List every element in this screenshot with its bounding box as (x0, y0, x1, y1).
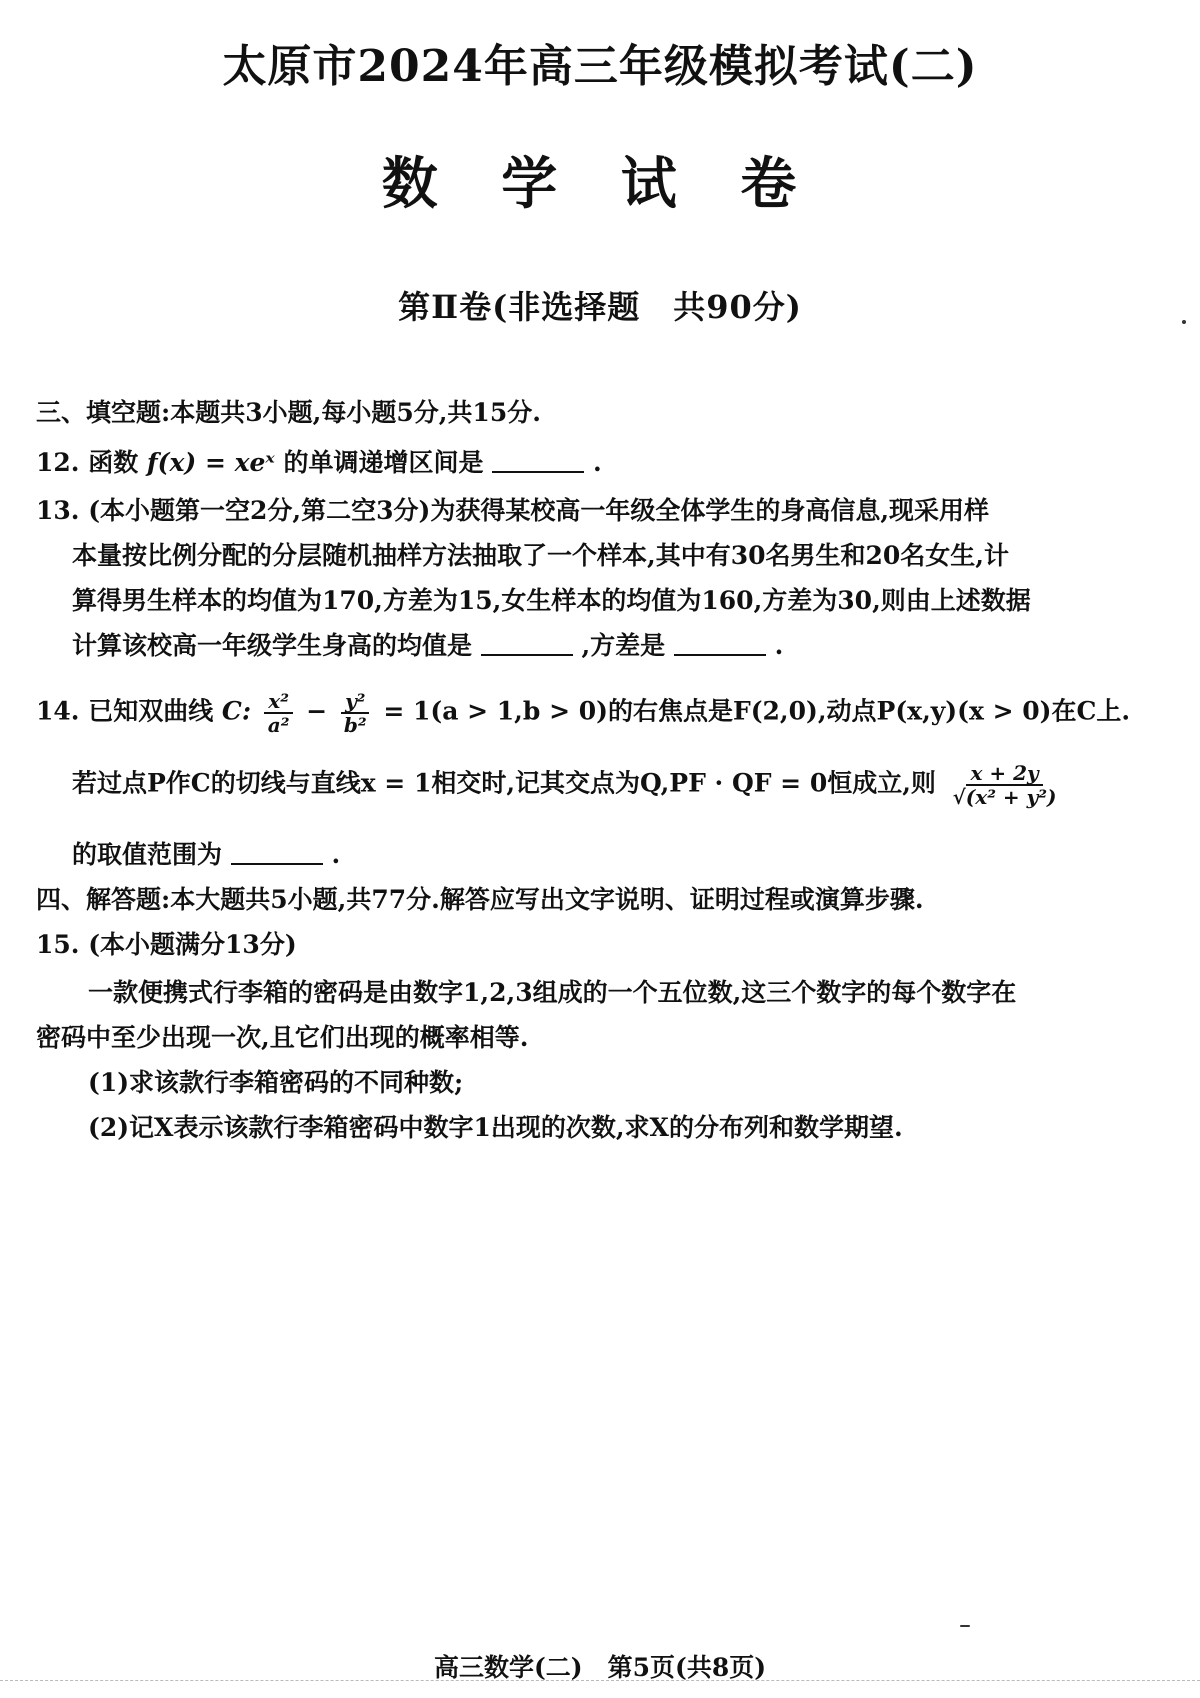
q14-line3-end: . (331, 840, 341, 869)
q14-frac2-num: y² (341, 690, 369, 714)
exam-title: 太原市2024年高三年级模拟考试(二) (222, 41, 978, 92)
q14-fraction-y (340, 690, 371, 736)
q15-head: 15. (本小题满分13分) (36, 930, 297, 959)
q14-frac1-den: a² (267, 713, 290, 737)
q15-sub2: (2)记X表示该款行李箱密码中数字1出现的次数,求X的分布列和数学期望. (88, 1113, 903, 1142)
subject-title: 数 学 试 卷 (381, 151, 819, 217)
q12-text-a: 12. 函数 (36, 448, 139, 477)
q12-text-b: 的单调递增区间是 (283, 448, 484, 477)
q15-body1: 一款便携式行李箱的密码是由数字1,2,3组成的一个五位数,这三个数字的每个数字在 (88, 978, 1017, 1007)
section4-heading: 四、解答题:本大题共5小题,共77分.解答应写出文字说明、证明过程或演算步骤. (36, 885, 924, 914)
q14-curve: C: (221, 696, 252, 726)
q12-end: . (592, 448, 602, 477)
q13-mean-blank (481, 632, 573, 656)
q13-variance-blank (674, 632, 766, 656)
q14-frac3-num: x + 2y (966, 762, 1042, 786)
q13-line2: 本量按比例分配的分层随机抽样方法抽取了一个样本,其中有30名男生和20名女生,计 (72, 541, 1009, 570)
question-12 (36, 448, 602, 478)
section3-heading: 三、填空题:本题共3小题,每小题5分,共15分. (36, 398, 541, 427)
q14-ratio-fraction (949, 762, 1061, 808)
q14-frac2-den: b² (343, 713, 367, 737)
q13-line4-end: . (774, 631, 784, 660)
q14-line1 (36, 690, 1130, 736)
q14-minus: − (306, 696, 328, 726)
q13-line4-a: 计算该校高一年级学生身高的均值是 (72, 631, 473, 660)
q14-line2-text: 若过点P作C的切线与直线x = 1相交时,记其交点为Q,PF · QF = 0恒成立,则 (72, 768, 936, 798)
q12-answer-blank (492, 449, 584, 473)
q14-frac1-num: x² (264, 690, 293, 714)
q14-answer-blank (231, 841, 323, 865)
q13-line4-b: ,方差是 (581, 631, 666, 660)
scan-mark (960, 1625, 970, 1627)
q14-frac3-den: √(x² + y²) (952, 785, 1057, 809)
q13-line1: 13. (本小题第一空2分,第二空3分)为获得某校高一年级全体学生的身高信息,现采用样 (36, 496, 990, 525)
q14-lead: 14. 已知双曲线 (36, 696, 214, 726)
q12-function: f(x) = xeˣ (146, 448, 275, 477)
part-title: 第Ⅱ卷(非选择题 共90分) (398, 288, 802, 326)
q14-condition: = 1(a > 1,b > 0)的右焦点是F(2,0),动点P(x,y)(x > 0)在C上. (383, 696, 1131, 726)
q13-line3: 算得男生样本的均值为170,方差为15,女生样本的均值为160,方差为30,则由上述数据 (72, 586, 1031, 615)
bottom-rule (0, 1680, 1200, 1681)
q14-line2 (72, 762, 1064, 808)
q14-fraction-x (264, 690, 294, 736)
page-footer: 高三数学(二) 第5页(共8页) (433, 1653, 767, 1682)
q15-body2: 密码中至少出现一次,且它们出现的概率相等. (36, 1023, 529, 1052)
q13-line4 (72, 631, 783, 661)
q15-sub1: (1)求该款行李箱密码的不同种数; (88, 1068, 464, 1097)
scan-speck (1182, 320, 1186, 324)
q14-line3 (72, 840, 340, 870)
q14-line3-a: 的取值范围为 (72, 840, 223, 869)
